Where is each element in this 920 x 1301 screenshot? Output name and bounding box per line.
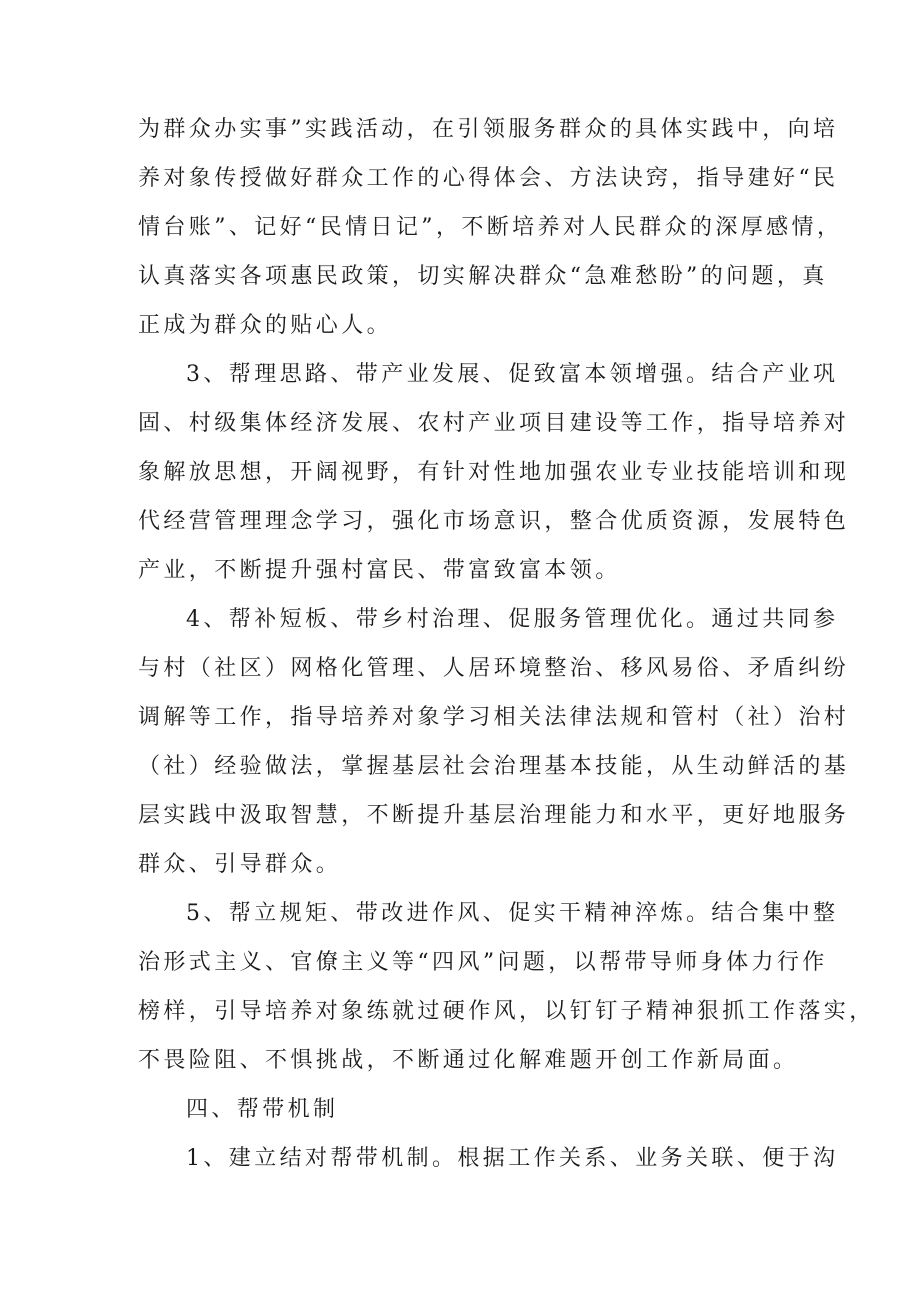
paragraph-line: 群众、引导群众。 — [138, 852, 342, 877]
paragraph-line: 固、村级集体经济发展、农村产业项目建设等工作，指导培养对 — [138, 411, 850, 436]
paragraph-line: 认真落实各项惠民政策，切实解决群众“急难愁盼”的问题，真 — [138, 264, 828, 289]
paragraph-line: 4、帮补短板、带乡村治理、促服务管理优化。通过共同参 — [186, 607, 839, 632]
paragraph-line: 象解放思想，开阔视野，有针对性地加强农业专业技能培训和现 — [138, 460, 850, 485]
paragraph-line: 情台账”、记好“民情日记”，不断培养对人民群众的深厚感情， — [138, 215, 843, 240]
paragraph-line: （社）经验做法，掌握基层社会治理基本技能，从生动鲜活的基 — [138, 754, 850, 779]
paragraph-line: 养对象传授做好群众工作的心得体会、方法诀窍，指导建好“民 — [138, 166, 839, 191]
paragraph-line: 1、建立结对帮带机制。根据工作关系、业务关联、便于沟 — [186, 1146, 839, 1171]
paragraph-line: 为群众办实事”实践活动，在引领服务群众的具体实践中，向培 — [138, 117, 839, 142]
paragraph-line: 5、帮立规矩、带改进作风、促实干精神淬炼。结合集中整 — [186, 901, 839, 926]
paragraph-line: 代经营管理理念学习，强化市场意识，整合优质资源，发展特色 — [138, 509, 850, 534]
section-heading: 四、帮带机制 — [186, 1097, 339, 1122]
paragraph-line: 不畏险阻、不惧挑战，不断通过化解难题开创工作新局面。 — [138, 1048, 799, 1073]
paragraph-line: 层实践中汲取智慧，不断提升基层治理能力和水平，更好地服务 — [138, 803, 850, 828]
paragraph-line: 与村（社区）网格化管理、人居环境整治、移风易俗、矛盾纠纷 — [138, 656, 850, 681]
paragraph-line: 3、帮理思路、带产业发展、促致富本领增强。结合产业巩 — [186, 362, 839, 387]
paragraph-line: 产业，不断提升强村富民、带富致富本领。 — [138, 558, 621, 583]
paragraph-line: 榜样，引导培养对象练就过硬作风，以钉钉子精神狠抓工作落实， — [138, 999, 875, 1024]
paragraph-line: 治形式主义、官僚主义等“四风”问题，以帮带导师身体力行作 — [138, 950, 828, 975]
paragraph-line: 正成为群众的贴心人。 — [138, 313, 393, 338]
paragraph-line: 调解等工作，指导培养对象学习相关法律法规和管村（社）治村 — [138, 705, 850, 730]
